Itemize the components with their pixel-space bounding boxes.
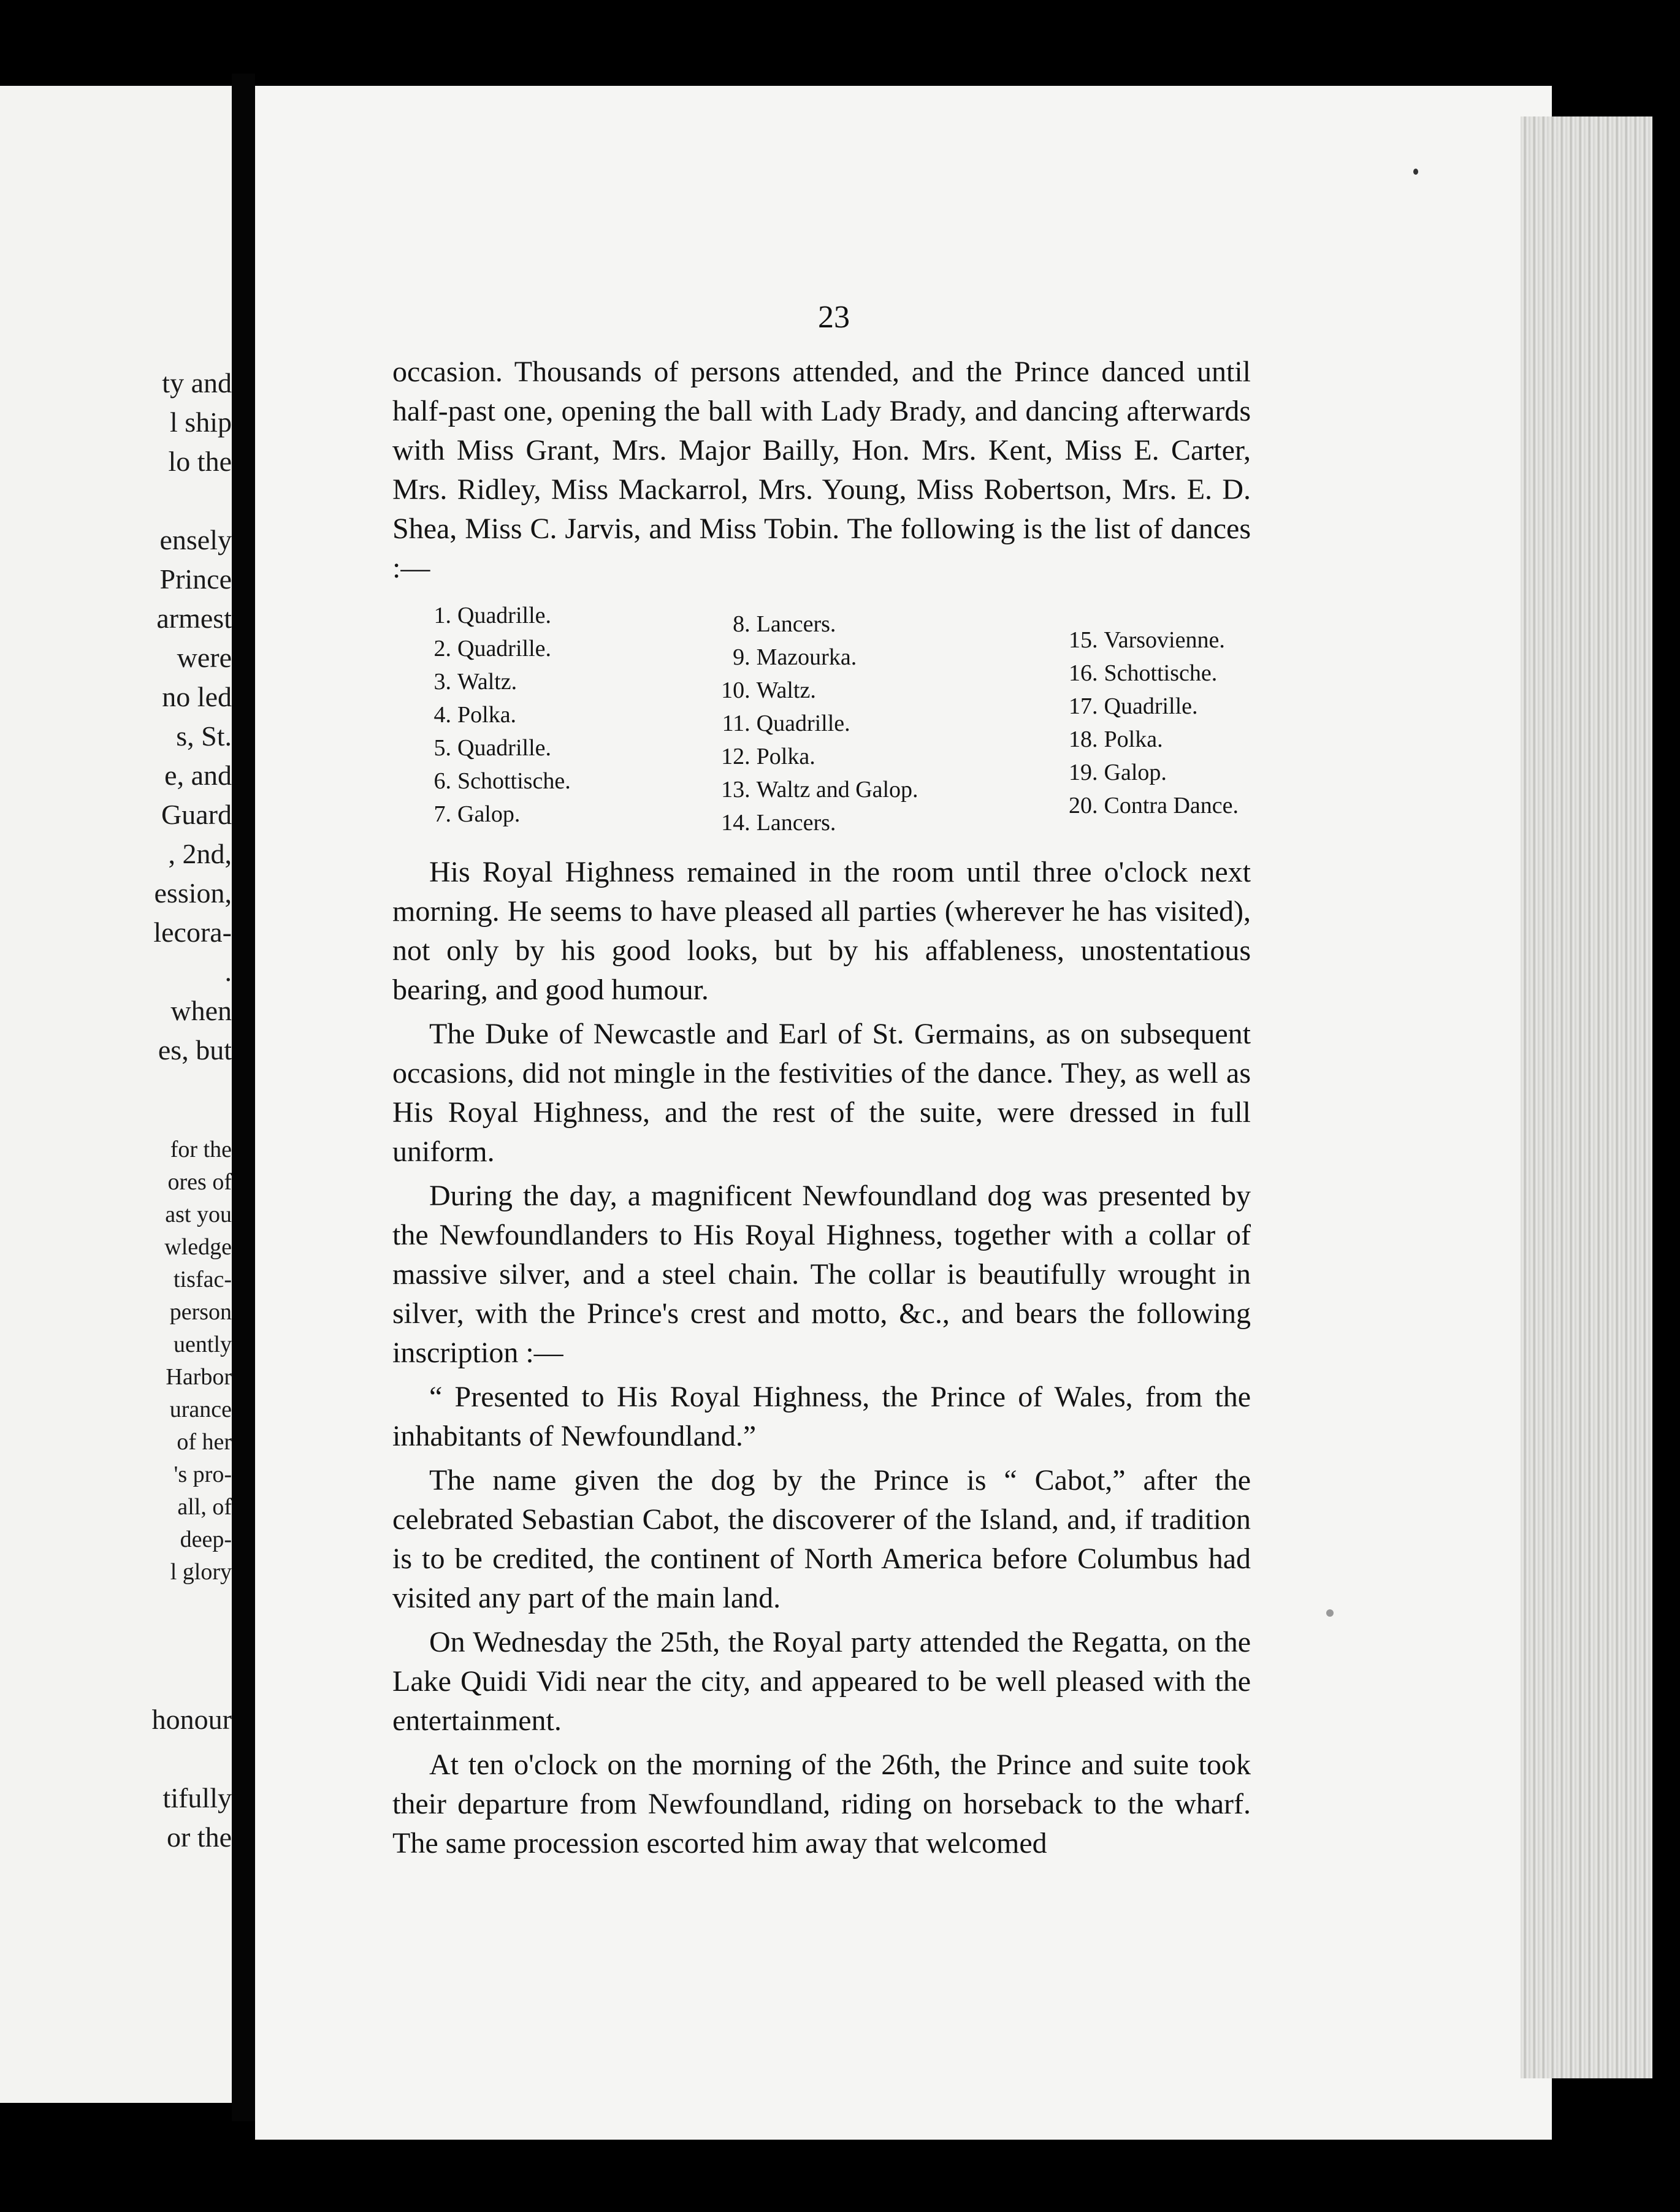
- left-page-fragment: Harbor: [166, 1364, 232, 1390]
- dance-item: [705, 608, 918, 641]
- dance-name: Waltz.: [457, 669, 517, 695]
- dance-number: 10.: [721, 677, 750, 703]
- dance-name: Quadrille.: [457, 603, 552, 628]
- dance-list: [417, 599, 1239, 839]
- left-page-fragment: Prince: [159, 563, 232, 595]
- left-page-fragment: person: [169, 1299, 232, 1325]
- left-page-fragment: all, of: [177, 1494, 232, 1520]
- dance-number: 19.: [1069, 760, 1098, 785]
- dance-number: 15.: [1069, 627, 1098, 653]
- dance-item: [705, 707, 918, 740]
- paragraph-departure-time: His Royal Highness remained in the room until three o'clock next morning. He seems to have pleased all parties (wherever he has visited), not only by his good looks, but by his affableness, unostentatious bearing, and good humour.: [392, 856, 1251, 1006]
- dance-item: [1053, 657, 1239, 690]
- left-page-fragment: urance: [169, 1397, 232, 1422]
- dance-name: Polka.: [457, 702, 517, 728]
- left-page-fragment: no led: [162, 681, 232, 712]
- dance-item: [417, 765, 571, 798]
- left-page-fragment: ast you: [165, 1202, 232, 1227]
- dance-name: Waltz and Galop.: [756, 777, 918, 803]
- left-page-fragment: ensely: [159, 524, 232, 555]
- left-facing-page: [0, 86, 232, 2103]
- left-page-fragment: wledge: [164, 1234, 232, 1260]
- dance-name: Quadrille.: [756, 711, 850, 736]
- dance-item: [1053, 756, 1239, 789]
- left-page-fragment: e, and: [164, 760, 232, 791]
- dance-number: 4.: [433, 702, 451, 728]
- dance-number: 12.: [721, 744, 750, 769]
- dance-name: Galop.: [457, 801, 521, 827]
- dance-number: 13.: [721, 777, 750, 803]
- left-page-fragment: of her: [177, 1429, 232, 1455]
- dance-name: Contra Dance.: [1104, 793, 1239, 818]
- paragraph-regatta: On Wednesday the 25th, the Royal party attended the Regatta, on the Lake Quidi Vidi near the city, and appeared to be well pleased with the entertainment.: [392, 1626, 1251, 1737]
- left-page-fragment: .: [224, 956, 232, 987]
- dance-name: Lancers.: [756, 611, 836, 637]
- dance-item: [705, 773, 918, 806]
- left-page-fragment: lo the: [168, 446, 232, 477]
- left-page-fragment: ession,: [154, 877, 232, 909]
- dance-number: 8.: [733, 611, 750, 637]
- dance-name: Polka.: [756, 744, 815, 769]
- dance-name: Quadrille.: [457, 636, 552, 662]
- dance-number: 16.: [1069, 660, 1098, 686]
- left-page-fragment: 's pro-: [174, 1462, 232, 1487]
- paragraph-newfoundland-dog: During the day, a magnificent Newfoundland dog was presented by the Newfoundlanders to His Royal Highness, together with a collar of massive silver, and a steel chain. The collar is beautifully wrought in silver, with the Prince's crest and motto, &c., and bears the following inscription :—: [392, 1180, 1251, 1369]
- dance-name: Polka.: [1104, 727, 1163, 752]
- dance-name: Schottische.: [457, 768, 571, 794]
- dance-item: [705, 674, 918, 707]
- left-page-fragment: or the: [166, 1821, 232, 1853]
- page-edges: [1521, 116, 1652, 2078]
- dance-item: [1053, 789, 1239, 822]
- left-page-fragment: for the: [170, 1137, 232, 1162]
- paragraph-departure: At ten o'clock on the morning of the 26th, the Prince and suite took their departure from Newfoundland, riding on horseback to the wharf. The same procession escorted him away that welcomed: [392, 1749, 1251, 1859]
- dance-item: [705, 641, 918, 674]
- left-page-fragment: when: [170, 995, 232, 1026]
- dance-item: [705, 806, 918, 839]
- dance-item: [1053, 723, 1239, 756]
- dance-name: Lancers.: [756, 810, 836, 836]
- intro-paragraph: occasion. Thousands of persons attended, and the Prince danced until half-past one, opening the ball with Lady Brady, and dancing afterwards with Miss Grant, Mrs. Major Bailly, Hon. Mrs. Kent, Miss E. Carter, Mrs. Ridley, Miss Mackarrol, Mrs. Young, Miss Robertson, Mrs. E. D. Shea, Miss C. Jarvis, and Miss Tobin. The following is the list of dances :—: [392, 356, 1251, 584]
- dance-name: Quadrille.: [457, 735, 552, 761]
- dance-number: 9.: [733, 644, 750, 670]
- dance-number: 1.: [433, 603, 451, 628]
- dance-item: [417, 599, 571, 632]
- scan-speck: [1413, 169, 1418, 175]
- dance-name: Waltz.: [756, 677, 816, 703]
- page-number: 23: [818, 300, 850, 335]
- dance-list-column: [1053, 624, 1239, 839]
- dance-item: [417, 632, 571, 665]
- dance-item: [417, 731, 571, 765]
- dance-name: Mazourka.: [756, 644, 857, 670]
- dance-list-column: [705, 608, 918, 839]
- left-page-fragment: armest: [156, 603, 232, 634]
- dance-item: [1053, 624, 1239, 657]
- dance-number: 3.: [433, 669, 451, 695]
- left-page-fragment: uently: [174, 1332, 232, 1357]
- dance-number: 6.: [433, 768, 451, 794]
- dance-item: [417, 665, 571, 698]
- dance-item: [417, 798, 571, 831]
- paragraph-inscription: “ Presented to His Royal Highness, the Prince of Wales, from the inhabitants of Newfoundland.”: [392, 1381, 1251, 1452]
- left-page-fragment: Guard: [161, 799, 232, 830]
- left-page-fragment: were: [177, 642, 232, 673]
- dance-number: 17.: [1069, 693, 1098, 719]
- left-page-text-fragments: [0, 86, 232, 2103]
- left-page-fragment: deep-: [180, 1527, 232, 1552]
- dance-number: 7.: [433, 801, 451, 827]
- left-page-fragment: ty and: [162, 367, 232, 399]
- dance-number: 5.: [433, 735, 451, 761]
- left-page-fragment: honour: [151, 1704, 232, 1735]
- page-body: [392, 353, 1251, 1863]
- left-page-fragment: l ship: [170, 406, 232, 438]
- dance-name: Quadrille.: [1104, 693, 1198, 719]
- dance-number: 2.: [433, 636, 451, 662]
- left-page-fragment: tifully: [162, 1782, 232, 1813]
- book-gutter: [232, 74, 255, 2121]
- dance-name: Galop.: [1104, 760, 1167, 785]
- dance-list-column: [417, 599, 571, 839]
- left-page-fragment: lecora-: [153, 917, 232, 948]
- left-page-fragment: , 2nd,: [168, 838, 232, 869]
- dance-number: 20.: [1069, 793, 1098, 818]
- left-page-fragment: es, but: [158, 1034, 232, 1066]
- left-page-fragment: s, St.: [176, 720, 232, 752]
- left-page-fragment: ores of: [167, 1169, 232, 1195]
- dance-name: Varsovienne.: [1104, 627, 1225, 653]
- dance-number: 14.: [721, 810, 750, 836]
- scan-speck: [1326, 1609, 1334, 1617]
- dance-item: [417, 698, 571, 731]
- dance-number: 18.: [1069, 727, 1098, 752]
- paragraph-cabot: The name given the dog by the Prince is “ Cabot,” after the celebrated Sebastian Cabot, the discoverer of the Island, and, if tradition is to be credited, the continent of North America before Columbus had visited any part of the main land.: [392, 1464, 1251, 1614]
- dance-item: [705, 740, 918, 773]
- dance-name: Schottische.: [1104, 660, 1218, 686]
- paragraph-duke-newcastle: The Duke of Newcastle and Earl of St. Germains, as on subsequent occasions, did not mingle in the festivities of the dance. They, as well as His Royal Highness, and the rest of the suite, were dressed in full uniform.: [392, 1018, 1251, 1168]
- left-page-fragment: l glory: [170, 1559, 232, 1585]
- dance-number: 11.: [722, 711, 750, 736]
- dance-item: [1053, 690, 1239, 723]
- left-page-fragment: tisfac-: [174, 1267, 232, 1292]
